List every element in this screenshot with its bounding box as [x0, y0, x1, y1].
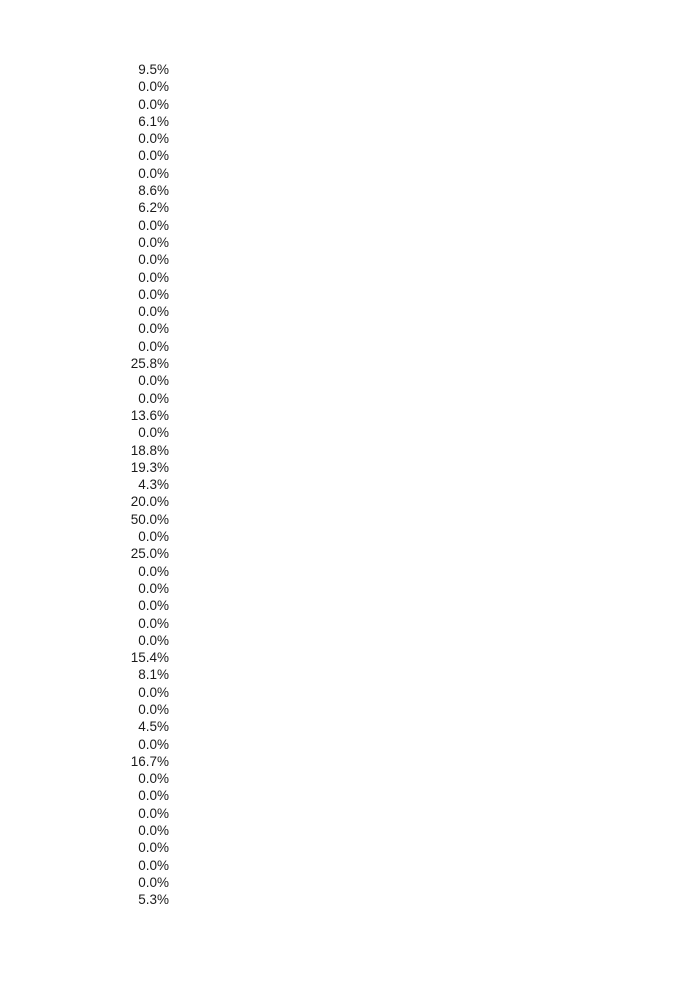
percentage-value: 0.0%	[138, 874, 169, 890]
percentage-value: 0.0%	[138, 304, 169, 320]
percentage-value: 0.0%	[138, 598, 169, 614]
percentage-value: 16.7%	[130, 753, 169, 769]
percentage-value: 0.0%	[138, 321, 169, 337]
percentage-value: 0.0%	[138, 425, 169, 441]
percentage-value: 8.6%	[138, 183, 169, 199]
percentage-value: 25.8%	[130, 356, 169, 372]
percentage-value: 25.0%	[130, 546, 169, 562]
percentage-value: 0.0%	[138, 217, 169, 233]
percentage-value: 8.1%	[138, 667, 169, 683]
percentage-value: 0.0%	[138, 529, 169, 545]
percentage-value: 0.0%	[138, 269, 169, 285]
percentage-value: 4.5%	[138, 719, 169, 735]
percentage-value: 9.5%	[138, 62, 169, 77]
percentage-value: 0.0%	[138, 615, 169, 631]
percentage-value: 13.6%	[130, 407, 169, 423]
percentage-value: 0.0%	[138, 165, 169, 181]
percentage-value: 0.0%	[138, 805, 169, 821]
percentage-value: 0.0%	[138, 79, 169, 95]
percentage-value: 0.0%	[138, 632, 169, 648]
percentage-value: 0.0%	[138, 338, 169, 354]
percentage-value: 0.0%	[138, 580, 169, 596]
percentage-value: 0.0%	[138, 771, 169, 787]
percentage-value: 0.0%	[138, 857, 169, 873]
percentage-value: 0.0%	[138, 148, 169, 164]
percentage-value: 0.0%	[138, 131, 169, 147]
percentage-value: 0.0%	[138, 788, 169, 804]
percentage-value: 0.0%	[138, 390, 169, 406]
percentage-value: 0.0%	[138, 373, 169, 389]
percentage-value: 0.0%	[138, 563, 169, 579]
percentage-value: 0.0%	[138, 234, 169, 250]
percentage-value: 5.3%	[138, 892, 169, 908]
percentage-value: 20.0%	[130, 494, 169, 510]
percentage-value: 18.8%	[130, 442, 169, 458]
percentage-value: 6.1%	[138, 113, 169, 129]
percentage-value: 0.0%	[138, 701, 169, 717]
percentage-value: 0.0%	[138, 736, 169, 752]
percentage-values-column	[0, 61, 169, 909]
percentage-value: 0.0%	[138, 840, 169, 856]
percentage-value: 6.2%	[138, 200, 169, 216]
percentage-value: 0.0%	[138, 684, 169, 700]
percentage-value: 0.0%	[138, 823, 169, 839]
percentage-value: 19.3%	[130, 459, 169, 475]
percentage-value: 0.0%	[138, 286, 169, 302]
percentage-value: 0.0%	[138, 96, 169, 112]
percentage-value: 15.4%	[130, 650, 169, 666]
percentage-value: 50.0%	[130, 511, 169, 527]
percentage-value: 4.3%	[138, 477, 169, 493]
percentage-value: 0.0%	[138, 252, 169, 268]
